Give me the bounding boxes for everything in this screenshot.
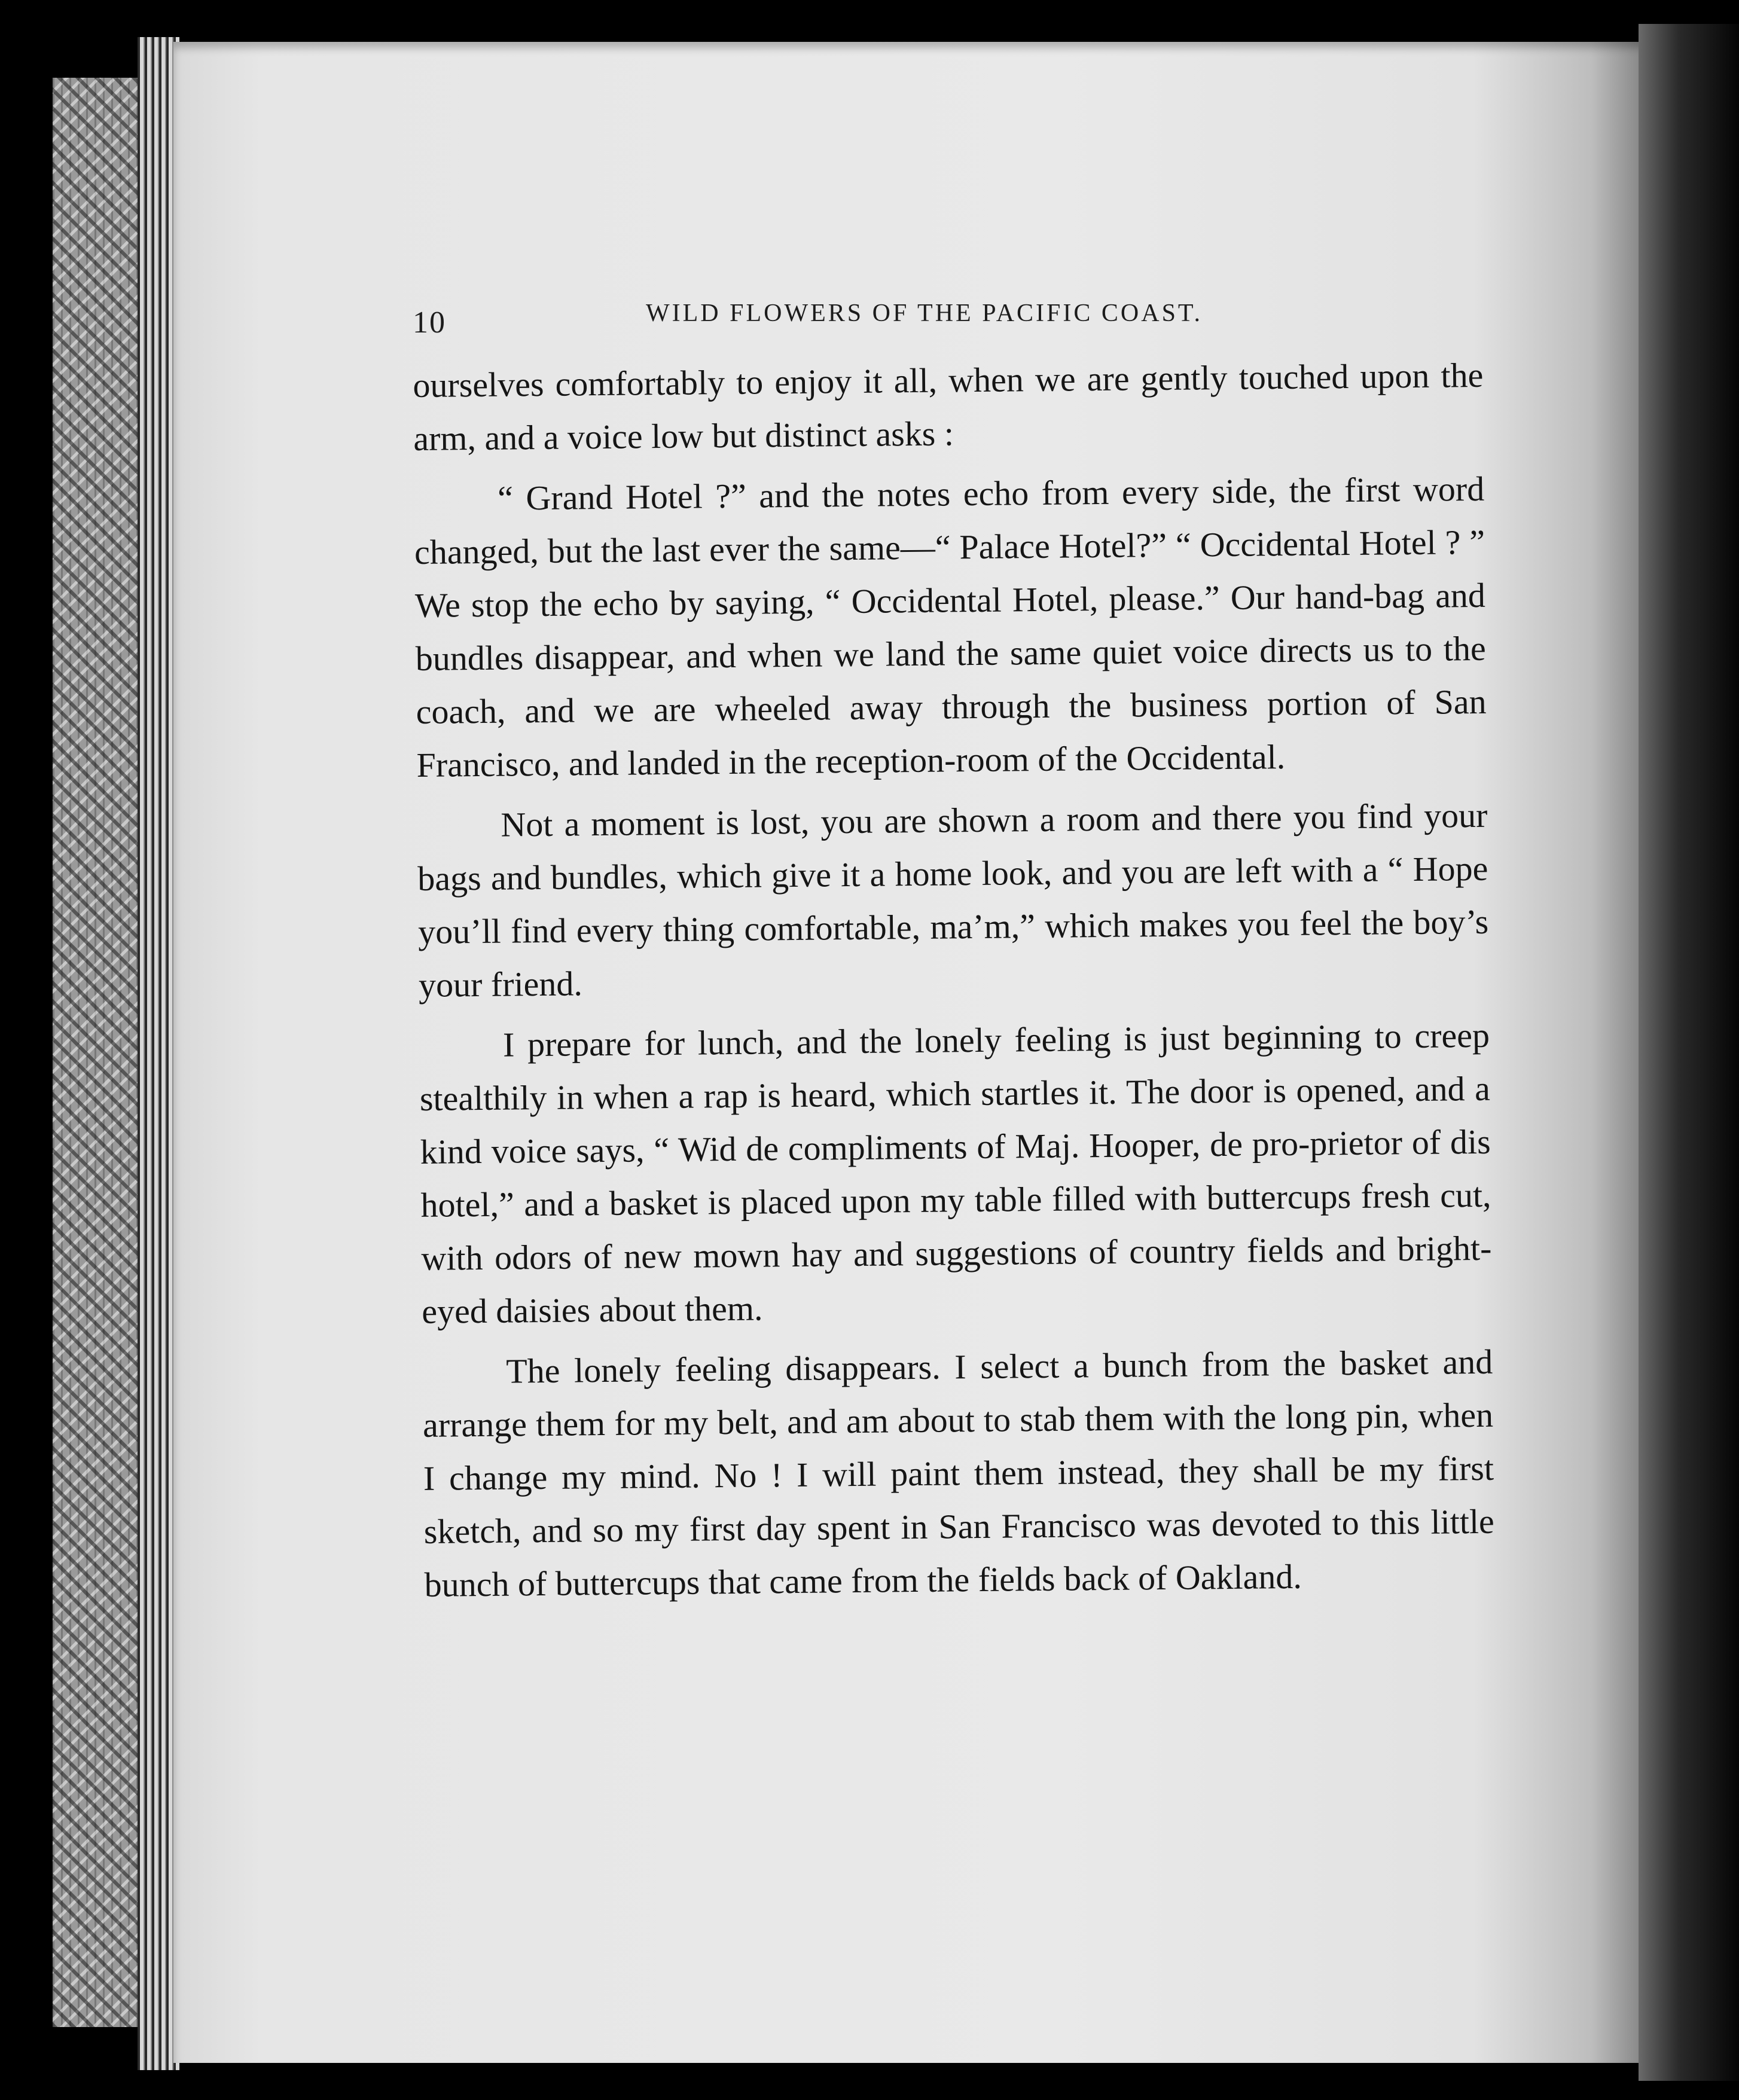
paragraph: “ Grand Hotel ?” and the notes echo from every side, the first word changed, but the last ever the same—“ Palace Hotel?” “ Occidental Hotel ? ” We stop the echo by saying, “ Occidental Hotel, please.” Our hand-bag and bundles disappear, and when we land the same quiet voice directs us to the coach, and we are wheeled away through the business portion of San Francisco, and landed in the reception-room of the Occidental. xyxy=(414,469,1487,785)
page-header xyxy=(413,299,1627,347)
gutter-shadow xyxy=(1639,24,1739,2081)
running-head: WILD FLOWERS OF THE PACIFIC COAST. xyxy=(646,300,1203,327)
body-text xyxy=(413,349,1495,1619)
paragraph: ourselves comfortably to enjoy it all, when we are gently touched upon the arm, and a voice low but distinct asks : xyxy=(413,355,1484,458)
paragraph: I prepare for lunch, and the lonely feeling is just beginning to creep stealthily in when a rap is heard, which startles it. The door is opened, and a kind voice says, “ Wid de compliments of Maj. Hooper, de pro-prietor of dis hotel,” and a basket is placed upon my table filled with buttercups fresh cut, with odors of new mown hay and suggestions of country fields and bright-eyed daisies about them. xyxy=(419,1015,1492,1331)
paragraph: Not a moment is lost, you are shown a room and there you find your bags and bundles, which give it a home look, and you are left with a “ Hope you’ll find every thing comfortable, ma’m,” which makes you feel the boy’s your friend. xyxy=(417,795,1489,1005)
page-number: 10 xyxy=(413,306,446,340)
paragraph: The lonely feeling disappears. I select a bunch from the basket and arrange them for my belt, and am about to stab them with the long pin, when I change my mind. No ! I will paint them instead, they shall be my first sketch, and so my first day spent in San Francisco was devoted to this little bunch of buttercups that came from the fields back of Oakland. xyxy=(422,1342,1495,1604)
